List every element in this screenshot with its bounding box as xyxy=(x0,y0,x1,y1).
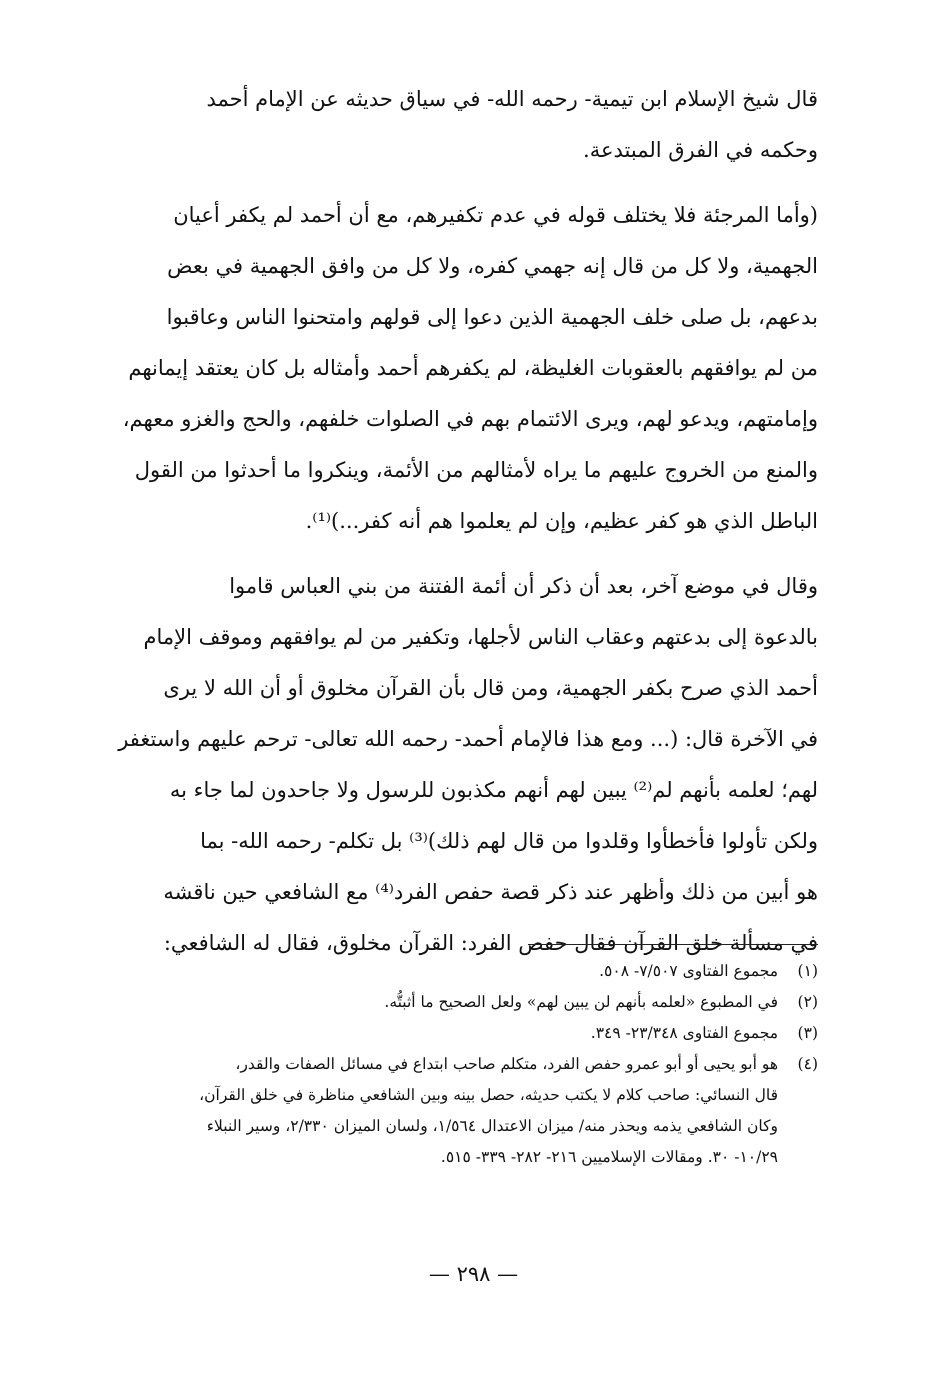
footnote-line: في المطبوع «لعلمه بأنهم لن يبين لهم» ولعل الصحيح ما أثبتُّه. xyxy=(384,993,778,1011)
text-line: هو أبين من ذلك وأظهر عند ذكر قصة حفص الفرد⁽⁴⁾ مع الشافعي حين ناقشه xyxy=(163,880,818,904)
text-line: الجهمية، ولا كل من قال إنه جهمي كفره، ولا كل من وافق الجهمية في بعض xyxy=(167,254,818,278)
text-line: بدعهم، بل صلى خلف الجهمية الذين دعوا إلى قولهم وامتحنوا الناس وعاقبوا xyxy=(166,305,818,329)
footnote-number: (١) xyxy=(797,962,818,980)
footnote-line: مجموع الفتاوى ٧/٥٠٧- ٥٠٨. xyxy=(599,962,778,980)
footnote-line: وكان الشافعي يذمه ويحذر منه/ ميزان الاعتدال ١/٥٦٤، ولسان الميزان ٢/٣٣٠، وسير النبلاء xyxy=(206,1117,778,1135)
text-line: والمنع من الخروج عليهم ما يراه لأمثالهم من الأئمة، وينكروا ما أحدثوا من القول xyxy=(134,458,818,482)
text-line: وحكمه في الفرق المبتدعة. xyxy=(583,138,818,162)
footnote-1 xyxy=(112,956,818,987)
footnotes xyxy=(112,956,818,1173)
footnote-text xyxy=(112,956,778,987)
text-line: ولكن تأولوا فأخطأوا وقلدوا من قال لهم ذلك)⁽³⁾ بل تكلم- رحمه الله- بما xyxy=(200,829,818,853)
page-number: — ٢٩٨ — xyxy=(428,1262,519,1286)
text-line: قال شيخ الإسلام ابن تيمية- رحمه الله- في سياق حديثه عن الإمام أحمد xyxy=(206,87,818,111)
footnote-number: (٣) xyxy=(797,1024,818,1042)
text-line: في الآخرة قال: (... ومع هذا فالإمام أحمد- رحمه الله تعالى- ترحم عليهم واستغفر xyxy=(118,727,818,751)
text-line: وقال في موضع آخر، بعد أن ذكر أن أئمة الفتنة من بني العباس قاموا xyxy=(229,574,818,598)
footnote-text xyxy=(112,987,778,1018)
footnote-text xyxy=(112,1049,778,1173)
footnote-3 xyxy=(112,1018,818,1049)
paragraph-quote-1 xyxy=(112,190,818,547)
text-line: وإمامتهم، ويدعو لهم، ويرى الائتمام بهم في الصلوات خلفهم، والحج والغزو معهم، xyxy=(122,407,818,431)
footnote-line: هو أبو يحيى أو أبو عمرو حفص الفرد، متكلم صاحب ابتداع في مسائل الصفات والقدر، xyxy=(235,1055,778,1073)
footnote-number: (٤) xyxy=(797,1055,818,1073)
main-text xyxy=(112,74,818,983)
footnote-4 xyxy=(112,1049,818,1173)
footnote-line: مجموع الفتاوى ٢٣/٣٤٨- ٣٤٩. xyxy=(590,1024,778,1042)
text-line: الباطل الذي هو كفر عظيم، وإن لم يعلموا هم أنه كفر...)⁽¹⁾. xyxy=(305,509,818,533)
text-line: في مسألة خلق القرآن فقال حفص الفرد: القرآن مخلوق، فقال له الشافعي: xyxy=(163,931,818,955)
footnote-separator xyxy=(528,944,818,945)
text-line: (وأما المرجئة فلا يختلف قوله في عدم تكفيرهم، مع أن أحمد لم يكفر أعيان xyxy=(173,203,818,227)
text-line: من لم يوافقهم بالعقوبات الغليظة، لم يكفرهم أحمد وأمثاله بل كان يعتقد إيمانهم xyxy=(128,356,818,380)
text-line: بالدعوة إلى بدعتهم وعقاب الناس لأجلها، وتكفير من لم يوافقهم وموقف الإمام xyxy=(143,625,818,649)
footnote-line: ١٠/٢٩- ٣٠. ومقالات الإسلاميين ٢١٦- ٢٨٢- ٣٣٩- ٥١٥. xyxy=(440,1148,778,1166)
text-line: أحمد الذي صرح بكفر الجهمية، ومن قال بأن القرآن مخلوق أو أن الله لا يرى xyxy=(163,676,818,700)
footnote-number: (٢) xyxy=(797,993,818,1011)
footnote-2 xyxy=(112,987,818,1018)
paragraph-quote-2 xyxy=(112,561,818,969)
footnote-text xyxy=(112,1018,778,1049)
footnote-line: قال النسائي: صاحب كلام لا يكتب حديثه، حصل بينه وبين الشافعي مناظرة في خلق القرآن، xyxy=(199,1086,778,1104)
text-line: لهم؛ لعلمه بأنهم لم⁽²⁾ يبين لهم أنهم مكذبون للرسول ولا جاحدون لما جاء به xyxy=(169,778,818,802)
paragraph-intro xyxy=(112,74,818,176)
